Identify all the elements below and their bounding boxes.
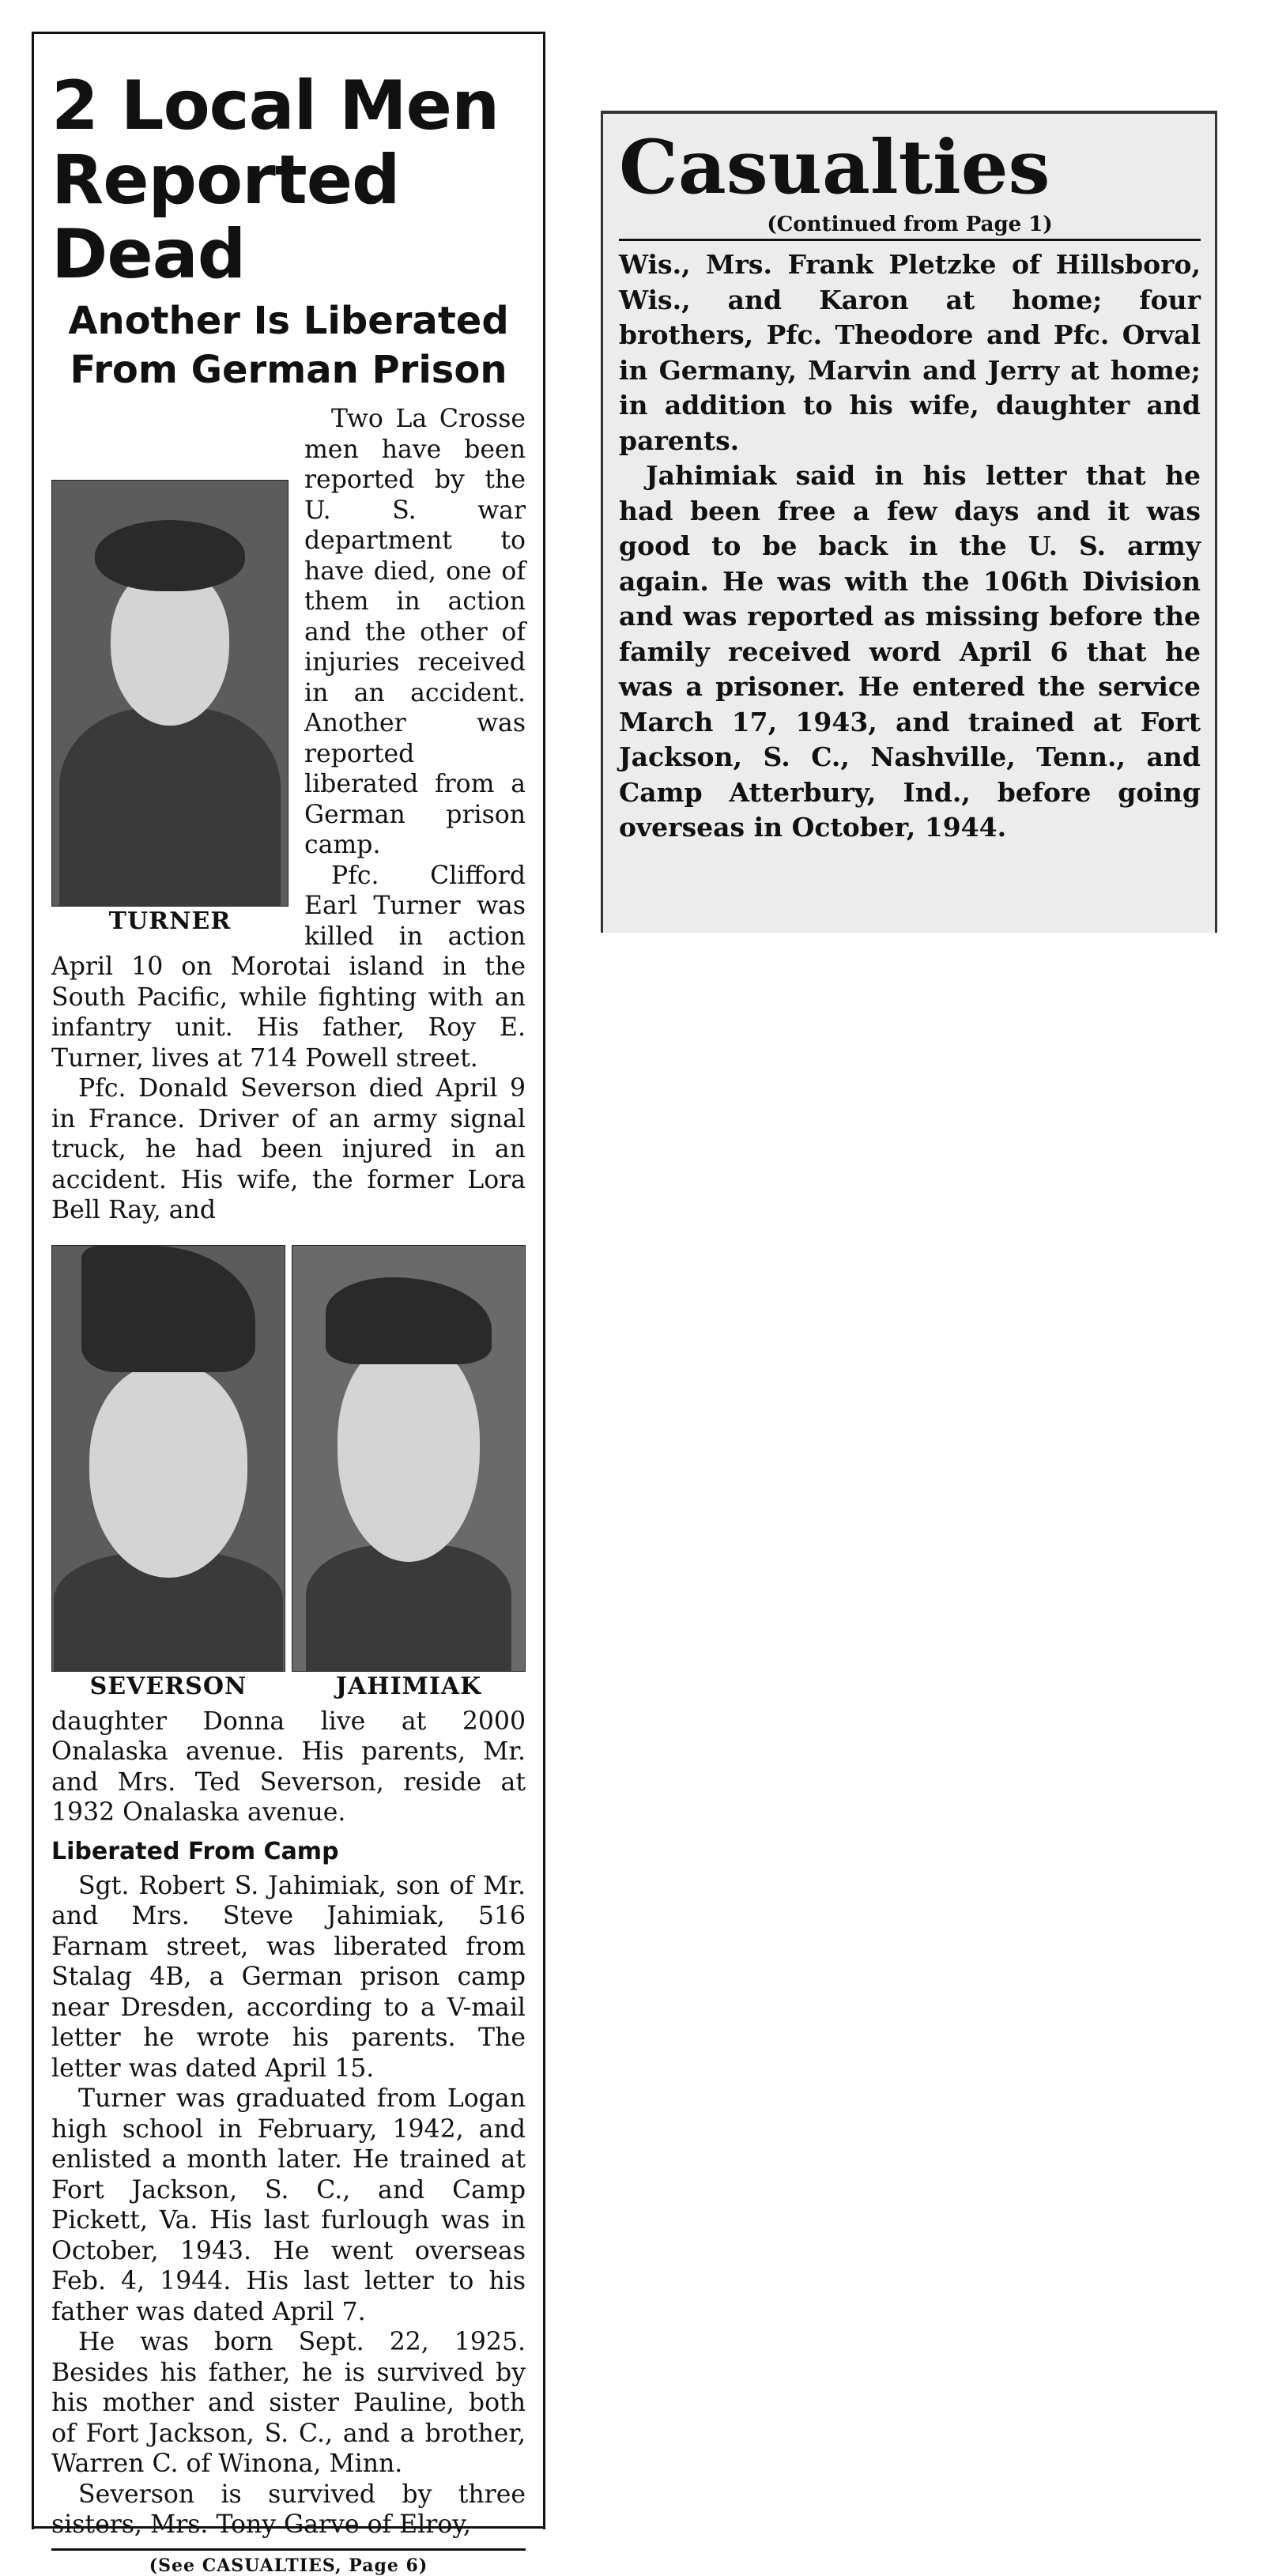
jump-line: (See CASUALTIES, Page 6) (51, 2548, 526, 2576)
caption-severson: SEVERSON (89, 1672, 247, 1700)
continuation-paragraph-2: Jahimiak said in his letter that he had been free a few days and it was good to be back in the U. S. army again. He was with the 106th Division and was reported as missing before the family received word April 6 that he was a prisoner. He entered the service March 17, 1943, and trained at Fort Jackson, S. C., Nashville, Tenn., and Camp Atterbury, Ind., before going overseas in October, 1944. (619, 460, 1201, 843)
paragraph-turner-family: He was born Sept. 22, 1925. Besides his father, he is survived by his mother and sister Pauline, both of Fort Jackson, S. C., and a brother, Warren C. of Winona, Minn. (51, 2328, 526, 2478)
continuation-body (619, 247, 1201, 846)
bottom-rule (32, 2526, 545, 2529)
jahimiak-photo (292, 1245, 526, 1672)
deck-headline (51, 296, 526, 394)
headline-line-2: Reported Dead (51, 141, 400, 294)
caption-jahimiak: JAHIMIAK (335, 1672, 482, 1700)
continuation-column (601, 111, 1217, 933)
continued-from-line: (Continued from Page 1) (619, 210, 1201, 241)
paragraph-turner: Pfc. Clifford Earl Turner was killed in action April 10 on Morotai island in the South Pacific, while fighting with an infantry unit. His father, Roy E. Turner, lives at 714 Powell street. (51, 861, 526, 1073)
paragraph-turner-bio: Turner was graduated from Logan high school in February, 1942, and enlisted a month later. He trained at Fort Jackson, S. C., and Camp Pickett, Va. His last furlough was in October, 1943. He went overseas Feb. 4, 1944. His last letter to his father was dated April 7. (51, 2084, 526, 2326)
jahimiak-figure (292, 1245, 526, 1702)
headline-line-1: 2 Local Men (51, 66, 500, 145)
severson-photo (51, 1245, 285, 1672)
headline (51, 66, 526, 294)
deck-line-2: From German Prison (70, 348, 507, 392)
subhead-liberated: Liberated From Camp (51, 1837, 339, 1865)
article-body (51, 404, 526, 2540)
deck-line-1: Another Is Liberated (68, 299, 509, 343)
paragraph-severson-cont: daughter Donna live at 2000 Onalaska avenue. His parents, Mr. and Mrs. Ted Severson, reside at 1932 Onalaska avenue. (51, 1707, 526, 1827)
continuation-title: Casualties (619, 124, 1050, 211)
caption-turner: TURNER (108, 907, 232, 935)
turner-figure (51, 480, 289, 937)
paragraph-jahimiak: Sgt. Robert S. Jahimiak, son of Mr. and Mrs. Steve Jahimiak, 516 Farnam street, was liberated from Stalag 4B, a German prison camp near Dresden, according to a V-mail letter he wrote his parents. The letter was dated April 15. (51, 1871, 526, 2083)
continuation-paragraph-1: Wis., Mrs. Frank Pletzke of Hillsboro, Wis., and Karon at home; four brothers, Pfc. Theodore and Pfc. Orval in Germany, Marvin and Jerry at home; in addition to his wife, daughter and parents. (619, 249, 1201, 456)
turner-photo (51, 480, 289, 907)
paragraph-severson-family: Severson is survived by three sisters, Mrs. Tony Garve of Elroy, (51, 2480, 526, 2539)
paragraph-intro: Two La Crosse men have been reported by the U. S. war department to have died, one of them in action and the other of injuries received in an accident. Another was reported liberated from a German prison camp. (304, 405, 526, 859)
top-rule (603, 111, 1215, 114)
severson-figure (51, 1245, 285, 1702)
article-column (32, 32, 545, 2576)
paragraph-severson: Pfc. Donald Severson died April 9 in France. Driver of an army signal truck, he had been injured in an accident. His wife, the former Lora Bell Ray, and (51, 1074, 526, 1224)
photo-pair (51, 1245, 526, 1702)
